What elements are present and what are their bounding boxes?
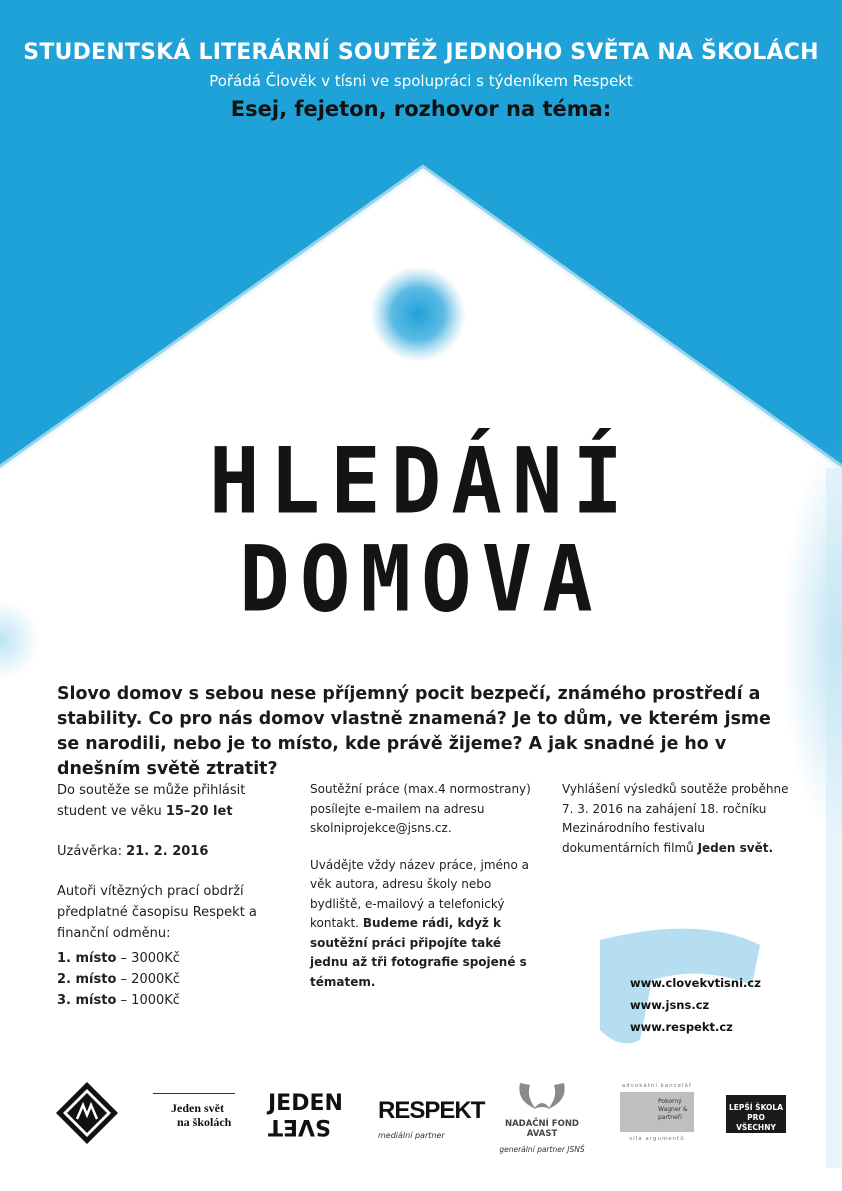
prize-place: 1. místo bbox=[57, 951, 117, 966]
jeden-svet-festival-logo bbox=[268, 1093, 346, 1143]
jsns-logo-line-2: na školách bbox=[177, 1115, 232, 1129]
prize-amount: – 3000Kč bbox=[116, 951, 180, 966]
link-jsns[interactable]: www.jsns.cz bbox=[630, 998, 710, 1012]
prize-item bbox=[57, 948, 267, 969]
sky-background bbox=[0, 0, 842, 468]
organizer-subtitle: Pořádá Člověk v tísni ve spolupráci s týdeníkem Respekt bbox=[209, 72, 633, 90]
column-announcement bbox=[562, 780, 802, 875]
prize-amount: – 2000Kč bbox=[116, 972, 180, 987]
avast-partner-label: generální partner JSNŠ bbox=[499, 1145, 585, 1154]
prize-amount: – 1000Kč bbox=[116, 993, 180, 1008]
pw-logo-name: Pokorný Wagner & partneři bbox=[658, 1098, 688, 1121]
announcement-paragraph bbox=[562, 780, 802, 858]
headline-line-2: DOMOVA bbox=[239, 526, 603, 632]
details-paragraph bbox=[310, 856, 542, 993]
pw-logo-top: advokátní kancelář bbox=[621, 1083, 693, 1089]
jeden-svet-logo-bottom: SVET bbox=[268, 1114, 331, 1139]
respekt-partner-label: mediální partner bbox=[378, 1131, 445, 1140]
prize-place: 2. místo bbox=[57, 972, 117, 987]
column-submission bbox=[310, 780, 542, 1009]
partner-logos bbox=[0, 1075, 842, 1155]
avast-foundation-logo bbox=[492, 1079, 592, 1154]
link-respekt[interactable]: www.respekt.cz bbox=[630, 1020, 733, 1034]
jeden-svet-logo-top: JEDEN bbox=[268, 1091, 343, 1116]
link-clovekvtisni[interactable]: www.clovekvtisni.cz bbox=[630, 976, 761, 990]
diamond-seal-icon bbox=[55, 1081, 119, 1145]
announcement-text: Vyhlášení výsledků soutěže proběhne 7. 3. 2016 na zahájení 18. ročníku Mezinárodního festivalu dokumentárních filmů bbox=[562, 782, 789, 855]
eligibility-paragraph bbox=[57, 780, 267, 822]
headline-line-1: HLEDÁNÍ bbox=[208, 428, 633, 534]
avast-logo-name: NADAČNÍ FOND AVAST bbox=[504, 1119, 579, 1139]
prize-item bbox=[57, 990, 267, 1011]
pokorny-wagner-logo bbox=[618, 1083, 696, 1153]
column-eligibility bbox=[57, 780, 267, 1011]
prize-list bbox=[57, 948, 267, 1011]
deadline-date: 21. 2. 2016 bbox=[126, 844, 209, 859]
lepsi-skola-logo: LEPŠÍ ŠKOLA PRO VŠECHNY bbox=[726, 1095, 786, 1133]
competition-title: STUDENTSKÁ LITERÁRNÍ SOUTĚŽ JEDNOHO SVĚTA NA ŠKOLÁCH bbox=[23, 40, 819, 65]
jsns-logo-line-1: Jeden svět bbox=[171, 1101, 224, 1115]
web-links bbox=[630, 972, 761, 1038]
details-bold: Budeme rádi, když k soutěžní práci připojíte také jednu až tři fotografie spojené s tématem. bbox=[310, 916, 527, 989]
pw-logo-box bbox=[620, 1092, 694, 1132]
respekt-logo bbox=[378, 1097, 485, 1147]
prize-item bbox=[57, 969, 267, 990]
avast-hands-icon bbox=[512, 1079, 572, 1113]
intro-paragraph: Slovo domov s sebou nese příjemný pocit bezpečí, známého prostředí a stability. Co pro nás domov vlastně znamená? Je to dům, ve kterém jsme se narodili, nebo je to místo, kde právě žijeme? A jak snadné je ho v dnešním světě ztratit? bbox=[57, 684, 771, 779]
respekt-logo-name: RESPEKT bbox=[378, 1097, 485, 1124]
deadline-label: Uzávěrka: bbox=[57, 844, 127, 859]
festival-name: Jeden svět. bbox=[697, 840, 774, 855]
theme-label: Esej, fejeton, rozhovor na téma: bbox=[230, 97, 612, 121]
eligibility-text: Do soutěže se může přihlásit student ve věku bbox=[57, 783, 246, 819]
submission-paragraph: Soutěžní práce (max.4 normostrany) posílejte e-mailem na adresu skolniprojekce@jsns.cz. bbox=[310, 782, 531, 835]
jeden-svet-na-skolach-logo bbox=[153, 1093, 235, 1144]
clovek-v-tisni-logo bbox=[55, 1081, 119, 1145]
spray-spot bbox=[370, 266, 466, 362]
eligibility-age: 15–20 let bbox=[165, 804, 233, 819]
reward-paragraph: Autoři vítězných prací obdrží předplatné časopisu Respekt a finanční odměnu: bbox=[57, 884, 257, 941]
pw-logo-bottom: síla argumentů bbox=[629, 1136, 685, 1142]
details-text: Uvádějte vždy název práce, jméno a věk autora, adresu školy nebo bydliště, e-mailový a telefonický kontakt. bbox=[310, 857, 529, 930]
prize-place: 3. místo bbox=[57, 993, 117, 1008]
deadline-paragraph bbox=[57, 841, 267, 862]
